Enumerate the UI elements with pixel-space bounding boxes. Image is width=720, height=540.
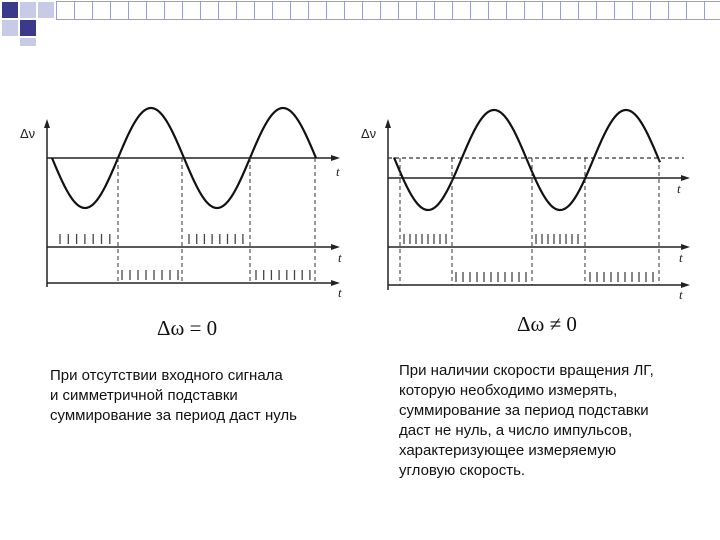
- pulse-trains-left: [60, 234, 310, 280]
- t-label-3-left: t: [338, 285, 342, 300]
- sine-wave-right: [394, 110, 660, 210]
- equation-left: Δω = 0: [157, 316, 218, 340]
- t-label-1-left: t: [336, 164, 340, 179]
- time-axis-1-arrow-left: [331, 155, 340, 161]
- t-label-2-left: t: [338, 250, 342, 265]
- y-axis-label-left: Δν: [20, 126, 36, 141]
- time-axis-1-arrow-right: [681, 175, 690, 181]
- y-axis-arrow-left: [44, 119, 50, 128]
- t-label-3-right: t: [679, 287, 683, 302]
- t-label-1-right: t: [677, 181, 681, 196]
- y-axis-arrow-right: [385, 119, 391, 128]
- caption-left: При отсутствии входного сигнала и симметричной подставки суммирование за период даст нуль: [50, 367, 297, 424]
- dashed-guides-left: [118, 158, 315, 283]
- y-axis-label-right: Δν: [361, 126, 377, 141]
- t-label-2-right: t: [679, 250, 683, 265]
- equation-right: Δω ≠ 0: [517, 312, 577, 336]
- caption-right: При наличии скорости вращения ЛГ, которую необходимо измерять, суммирование за период подставки даст не нуль, а число импульсов, характеризующее измеряемую угловую скорость.: [399, 362, 654, 479]
- dashed-guides-right: [400, 158, 659, 285]
- left-panel-diagram: [20, 108, 342, 340]
- right-panel-diagram: [361, 110, 690, 336]
- pulse-trains-right: [404, 234, 653, 282]
